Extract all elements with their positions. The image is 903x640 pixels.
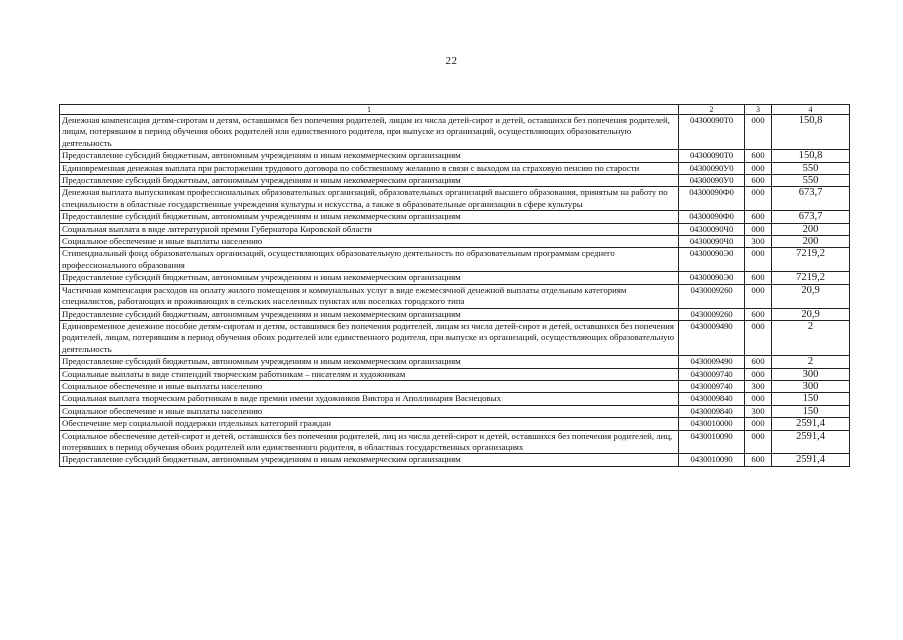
row-sum-cell: 2591,4 [772,430,850,454]
row-sum-cell: 150 [772,393,850,405]
row-code-cell: 0430010090 [679,454,745,466]
row-sum-cell: 550 [772,175,850,187]
row-code-cell: 04300090Ч0 [679,223,745,235]
row-sum-cell: 673,7 [772,211,850,223]
row-code-cell: 04300090Т0 [679,150,745,162]
header-cell-code: 2 [679,105,745,115]
table-row [60,380,850,392]
table-row [60,418,850,430]
row-name-cell: Стипендиальный фонд образовательных организаций, осуществляющих образовательную деятельность по образовательным программам среднего профессионального образования [60,248,679,272]
row-sum-cell: 150,8 [772,150,850,162]
table-row [60,356,850,368]
row-name-cell: Предоставление субсидий бюджетным, автономным учреждениям и иным некоммерческим организациям [60,308,679,320]
row-sum-cell: 2591,4 [772,418,850,430]
table-row [60,150,850,162]
row-name-cell: Социальные выплаты в виде стипендий творческим работникам – писателям и художникам [60,368,679,380]
row-code-cell: 0430010090 [679,430,745,454]
row-type-cell: 300 [745,236,772,248]
row-sum-cell: 2 [772,320,850,355]
row-code-cell: 0430009260 [679,308,745,320]
table-row [60,308,850,320]
row-sum-cell: 2 [772,356,850,368]
row-name-cell: Социальное обеспечение и иные выплаты населению [60,380,679,392]
row-code-cell: 0430009840 [679,393,745,405]
header-cell-type: 3 [745,105,772,115]
table-row [60,393,850,405]
row-sum-cell: 200 [772,223,850,235]
row-code-cell: 0430010000 [679,418,745,430]
row-type-cell: 300 [745,405,772,417]
row-code-cell: 04300090Ф0 [679,187,745,211]
row-code-cell: 0430009490 [679,356,745,368]
row-code-cell: 04300090Э0 [679,248,745,272]
row-type-cell: 600 [745,308,772,320]
row-name-cell: Единовременная денежная выплата при расторжении трудового договора по собственному желанию в связи с выходом на страховую пенсию по старости [60,162,679,174]
table-row [60,248,850,272]
row-code-cell: 0430009260 [679,284,745,308]
row-name-cell: Частичная компенсация расходов на оплату жилого помещения и коммунальных услуг в виде ежемесячной денежной выплаты отдельным категориям специалистов, работающих и проживающих в сельских населенных пунктах или поселках городского типа [60,284,679,308]
row-code-cell: 04300090У0 [679,175,745,187]
row-name-cell: Предоставление субсидий бюджетным, автономным учреждениям и иным некоммерческим организациям [60,454,679,466]
row-type-cell: 000 [745,284,772,308]
row-sum-cell: 7219,2 [772,272,850,284]
row-type-cell: 000 [745,115,772,150]
row-type-cell: 000 [745,368,772,380]
row-name-cell: Предоставление субсидий бюджетным, автономным учреждениям и иным некоммерческим организациям [60,175,679,187]
row-sum-cell: 2591,4 [772,454,850,466]
table-row [60,454,850,466]
row-type-cell: 000 [745,248,772,272]
row-name-cell: Денежная выплата выпускникам профессиональных образовательных организаций, образовательных организаций высшего образования, принятым на работу по специальности в областные государственные учреждения культуры и искусства, а также в образовательные организации в сфере культуры [60,187,679,211]
page-number: 22 [445,55,458,67]
row-code-cell: 04300090Э0 [679,272,745,284]
table-row [60,211,850,223]
table-row [60,430,850,454]
row-type-cell: 000 [745,418,772,430]
row-name-cell: Социальное обеспечение детей-сирот и детей, оставшихся без попечения родителей, лиц из числа детей-сирот и детей, оставшихся без попечения родителей, лиц, потерявших в период обучения обоих родителей или единственного родителя, в областных государственных организациях [60,430,679,454]
row-code-cell: 04300090Ч0 [679,236,745,248]
row-sum-cell: 20,9 [772,284,850,308]
table-row [60,115,850,150]
row-type-cell: 600 [745,211,772,223]
row-type-cell: 600 [745,454,772,466]
row-type-cell: 000 [745,187,772,211]
row-name-cell: Социальное обеспечение и иные выплаты населению [60,236,679,248]
row-sum-cell: 200 [772,236,850,248]
table-row [60,223,850,235]
row-sum-cell: 150,8 [772,115,850,150]
row-type-cell: 000 [745,162,772,174]
table-row [60,175,850,187]
row-code-cell: 04300090Ф0 [679,211,745,223]
row-name-cell: Предоставление субсидий бюджетным, автономным учреждениям и иным некоммерческим организациям [60,211,679,223]
row-code-cell: 04300090У0 [679,162,745,174]
table-row [60,405,850,417]
budget-table [59,104,850,467]
header-cell-name: 1 [60,105,679,115]
row-name-cell: Социальное обеспечение и иные выплаты населению [60,405,679,417]
row-name-cell: Предоставление субсидий бюджетным, автономным учреждениям и иным некоммерческим организациям [60,272,679,284]
table-row [60,320,850,355]
row-sum-cell: 150 [772,405,850,417]
table-row [60,284,850,308]
row-type-cell: 000 [745,393,772,405]
row-name-cell: Социальная выплата в виде литературной премии Губернатора Кировской области [60,223,679,235]
row-sum-cell: 20,9 [772,308,850,320]
row-code-cell: 04300090Т0 [679,115,745,150]
row-type-cell: 600 [745,356,772,368]
row-sum-cell: 673,7 [772,187,850,211]
table-row [60,162,850,174]
row-name-cell: Единовременное денежное пособие детям-сиротам и детям, оставшимся без попечения родителей, лицам из числа детей-сирот и детей, оставшихся без попечения родителей, лицам, потерявшим в период обучения обоих родителей или единственного родителя, при выпуске из организаций, осуществляющих образовательную деятельность [60,320,679,355]
table-row [60,187,850,211]
row-type-cell: 600 [745,175,772,187]
row-code-cell: 0430009840 [679,405,745,417]
table-row [60,272,850,284]
row-code-cell: 0430009740 [679,368,745,380]
row-type-cell: 600 [745,272,772,284]
row-type-cell: 000 [745,320,772,355]
row-sum-cell: 300 [772,368,850,380]
header-cell-sum: 4 [772,105,850,115]
row-type-cell: 000 [745,223,772,235]
row-name-cell: Денежная компенсация детям-сиротам и детям, оставшимся без попечения родителей, лицам из числа детей-сирот и детей, оставшихся без попечения родителей, лицам, потерявшим в период обучения обоих родителей или единственного родителя, при выпуске из организаций, осуществляющих образовательную деятельность [60,115,679,150]
row-name-cell: Социальная выплата творческим работникам в виде премии имени художников Виктора и Аполлинария Васнецовых [60,393,679,405]
table-row [60,236,850,248]
table-row [60,368,850,380]
row-sum-cell: 300 [772,380,850,392]
row-name-cell: Предоставление субсидий бюджетным, автономным учреждениям и иным некоммерческим организациям [60,356,679,368]
row-type-cell: 600 [745,150,772,162]
row-code-cell: 0430009490 [679,320,745,355]
row-code-cell: 0430009740 [679,380,745,392]
row-sum-cell: 7219,2 [772,248,850,272]
row-type-cell: 000 [745,430,772,454]
row-sum-cell: 550 [772,162,850,174]
row-name-cell: Предоставление субсидий бюджетным, автономным учреждениям и иным некоммерческим организациям [60,150,679,162]
row-name-cell: Обеспечение мер социальной поддержки отдельных категорий граждан [60,418,679,430]
row-type-cell: 300 [745,380,772,392]
table-header-row [60,105,850,115]
